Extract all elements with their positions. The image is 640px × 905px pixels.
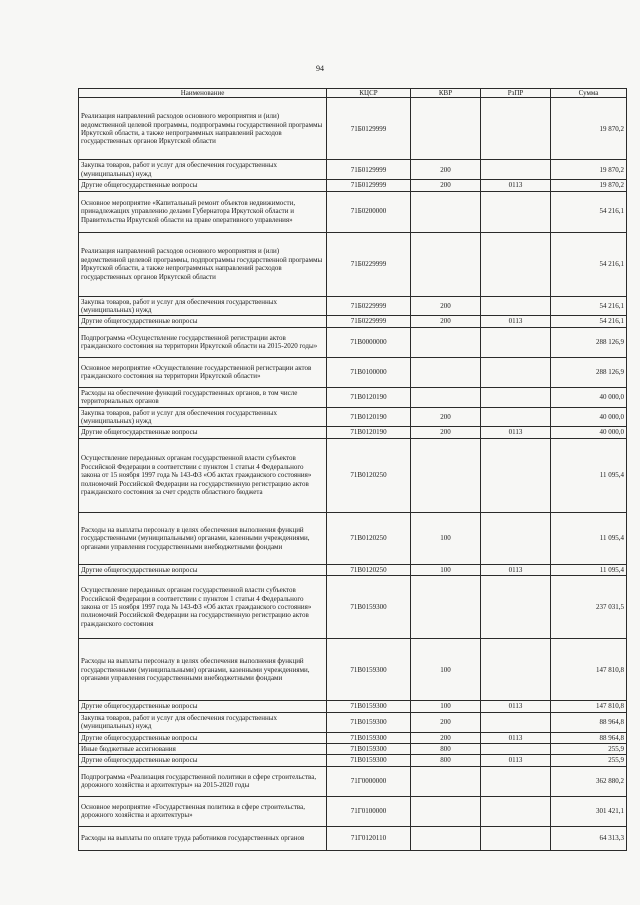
table-row [79, 732, 627, 743]
rzpr-cell [481, 639, 551, 701]
table-row [79, 712, 627, 732]
kvr-cell [411, 191, 481, 232]
kcsr-cell: 71В0159300 [327, 701, 411, 712]
kcsr-cell: 71В0100000 [327, 357, 411, 387]
table-row [79, 796, 627, 826]
kvr-cell: 800 [411, 743, 481, 754]
table-row [79, 180, 627, 191]
table-row [79, 743, 627, 754]
table-row [79, 232, 627, 296]
name-cell: Осуществление переданных органам государственной власти субъектов Российской Федерации в соответствии с пунктом 1 статьи 4 Федерального закона от 15 ноября 1997 года № 143-ФЗ «Об актах гражданского состояния» полномочий Российской Федерации на государственную регистрацию актов гражданского состояния [79, 576, 327, 639]
name-cell: Закупка товаров, работ и услуг для обеспечения государственных (муниципальных) нужд [79, 296, 327, 316]
name-cell: Закупка товаров, работ и услуг для обеспечения государственных (муниципальных) нужд [79, 712, 327, 732]
budget-table [78, 88, 627, 851]
kvr-cell [411, 826, 481, 850]
sum-cell: 88 964,8 [551, 732, 627, 743]
sum-cell: 362 880,2 [551, 766, 627, 796]
kcsr-cell: 71В0159300 [327, 576, 411, 639]
rzpr-cell [481, 327, 551, 357]
kvr-cell [411, 327, 481, 357]
rzpr-cell: 0113 [481, 701, 551, 712]
kvr-cell: 100 [411, 639, 481, 701]
page-number: 94 [316, 64, 324, 73]
kcsr-cell: 71В0120190 [327, 387, 411, 407]
kcsr-cell: 71В0120250 [327, 438, 411, 512]
kcsr-cell: 71В0120190 [327, 427, 411, 438]
rzpr-cell [481, 357, 551, 387]
rzpr-cell: 0113 [481, 427, 551, 438]
kvr-cell: 200 [411, 316, 481, 327]
kvr-cell [411, 232, 481, 296]
sum-cell: 64 313,3 [551, 826, 627, 850]
kcsr-cell: 71В0120190 [327, 407, 411, 427]
sum-cell: 11 095,4 [551, 512, 627, 564]
rzpr-cell [481, 576, 551, 639]
kcsr-cell: 71Б0229999 [327, 296, 411, 316]
name-cell: Расходы на обеспечение функций государственных органов, в том числе территориальных органов [79, 387, 327, 407]
rzpr-cell: 0113 [481, 316, 551, 327]
header-kvr: КВР [411, 89, 481, 98]
name-cell: Расходы на выплаты персоналу в целях обеспечения выполнения функций государственными (муниципальными) органами, казенными учреждениями, органами управления государственными внебюджетными фондами [79, 512, 327, 564]
kcsr-cell: 71В0120250 [327, 564, 411, 575]
rzpr-cell: 0113 [481, 732, 551, 743]
rzpr-cell [481, 796, 551, 826]
kcsr-cell: 71Г0000000 [327, 766, 411, 796]
kcsr-cell: 71Б0229999 [327, 232, 411, 296]
rzpr-cell [481, 407, 551, 427]
table-row [79, 387, 627, 407]
table-row [79, 191, 627, 232]
table-body [79, 98, 627, 850]
sum-cell: 88 964,8 [551, 712, 627, 732]
name-cell: Закупка товаров, работ и услуг для обеспечения государственных (муниципальных) нужд [79, 407, 327, 427]
kcsr-cell: 71В0159300 [327, 732, 411, 743]
header-name: Наименование [79, 89, 327, 98]
table-row [79, 755, 627, 766]
kcsr-cell: 71В0120250 [327, 512, 411, 564]
sum-cell: 11 095,4 [551, 564, 627, 575]
name-cell: Другие общегосударственные вопросы [79, 180, 327, 191]
table-row [79, 327, 627, 357]
table-row [79, 98, 627, 160]
name-cell: Основное мероприятие «Капитальный ремонт объектов недвижимости, принадлежащих управлению делами Губернатора Иркутской области и Правительства Иркутской области на праве оперативного управления» [79, 191, 327, 232]
kcsr-cell: 71Г0120110 [327, 826, 411, 850]
sum-cell: 288 126,9 [551, 357, 627, 387]
sum-cell: 301 421,1 [551, 796, 627, 826]
rzpr-cell [481, 232, 551, 296]
kcsr-cell: 71В0159300 [327, 755, 411, 766]
kvr-cell: 200 [411, 732, 481, 743]
kvr-cell: 100 [411, 564, 481, 575]
table-row [79, 427, 627, 438]
table-row [79, 407, 627, 427]
table-row [79, 766, 627, 796]
table-row [79, 316, 627, 327]
table-row [79, 296, 627, 316]
rzpr-cell [481, 826, 551, 850]
kcsr-cell: 71Б0129999 [327, 160, 411, 180]
kcsr-cell: 71Б0129999 [327, 98, 411, 160]
table-row [79, 826, 627, 850]
kcsr-cell: 71Б0229999 [327, 316, 411, 327]
rzpr-cell [481, 766, 551, 796]
rzpr-cell [481, 438, 551, 512]
table-row [79, 639, 627, 701]
rzpr-cell: 0113 [481, 755, 551, 766]
kvr-cell: 200 [411, 160, 481, 180]
kvr-cell [411, 98, 481, 160]
kvr-cell [411, 357, 481, 387]
sum-cell: 147 810,8 [551, 701, 627, 712]
name-cell: Подпрограмма «Реализация государственной политики в сфере строительства, дорожного хозяйства и архитектуры» на 2015-2020 годы [79, 766, 327, 796]
name-cell: Другие общегосударственные вопросы [79, 427, 327, 438]
kcsr-cell: 71Б0129999 [327, 180, 411, 191]
table-row [79, 160, 627, 180]
kvr-cell [411, 438, 481, 512]
kcsr-cell: 71В0000000 [327, 327, 411, 357]
rzpr-cell: 0113 [481, 564, 551, 575]
kvr-cell [411, 766, 481, 796]
table-header-row [79, 89, 627, 98]
name-cell: Расходы на выплаты по оплате труда работников государственных органов [79, 826, 327, 850]
sum-cell: 40 000,0 [551, 387, 627, 407]
kvr-cell: 200 [411, 427, 481, 438]
sum-cell: 40 000,0 [551, 407, 627, 427]
name-cell: Другие общегосударственные вопросы [79, 732, 327, 743]
sum-cell: 11 095,4 [551, 438, 627, 512]
table-row [79, 701, 627, 712]
rzpr-cell [481, 512, 551, 564]
table-row [79, 438, 627, 512]
sum-cell: 237 031,5 [551, 576, 627, 639]
name-cell: Другие общегосударственные вопросы [79, 564, 327, 575]
sum-cell: 54 216,1 [551, 316, 627, 327]
name-cell: Реализация направлений расходов основного мероприятия и (или) ведомственной целевой программы, подпрограммы государственной программы Иркутской области, а также непрограммных направлений расходов государственных органов Иркутской области [79, 98, 327, 160]
name-cell: Иные бюджетные ассигнования [79, 743, 327, 754]
table-row [79, 576, 627, 639]
kcsr-cell: 71Г0100000 [327, 796, 411, 826]
kvr-cell: 200 [411, 712, 481, 732]
sum-cell: 19 870,2 [551, 160, 627, 180]
table-row [79, 512, 627, 564]
name-cell: Реализация направлений расходов основного мероприятия и (или) ведомственной целевой программы, подпрограммы государственной программы Иркутской области, а также непрограммных направлений расходов государственных органов Иркутской области [79, 232, 327, 296]
sum-cell: 147 810,8 [551, 639, 627, 701]
name-cell: Осуществление переданных органам государственной власти субъектов Российской Федерации в соответствии с пунктом 1 статьи 4 Федерального закона от 15 ноября 1997 года № 143-ФЗ «Об актах гражданского состояния» полномочий Российской Федерации на государственную регистрацию актов гражданского состояния за счет средств областного бюджета [79, 438, 327, 512]
kcsr-cell: 71В0159300 [327, 712, 411, 732]
header-sum: Сумма [551, 89, 627, 98]
kvr-cell [411, 796, 481, 826]
sum-cell: 255,9 [551, 743, 627, 754]
name-cell: Основное мероприятие «Осуществление государственной регистрации актов гражданского состояния на территории Иркутской области» [79, 357, 327, 387]
rzpr-cell [481, 387, 551, 407]
sum-cell: 54 216,1 [551, 296, 627, 316]
header-rzpr: РзПР [481, 89, 551, 98]
kvr-cell [411, 387, 481, 407]
name-cell: Другие общегосударственные вопросы [79, 701, 327, 712]
rzpr-cell [481, 98, 551, 160]
name-cell: Другие общегосударственные вопросы [79, 755, 327, 766]
kvr-cell: 200 [411, 296, 481, 316]
sum-cell: 255,9 [551, 755, 627, 766]
kvr-cell: 100 [411, 512, 481, 564]
sum-cell: 19 870,2 [551, 180, 627, 191]
rzpr-cell [481, 743, 551, 754]
name-cell: Другие общегосударственные вопросы [79, 316, 327, 327]
rzpr-cell [481, 160, 551, 180]
sum-cell: 19 870,2 [551, 98, 627, 160]
kvr-cell: 200 [411, 407, 481, 427]
kcsr-cell: 71В0159300 [327, 743, 411, 754]
rzpr-cell [481, 296, 551, 316]
kcsr-cell: 71В0159300 [327, 639, 411, 701]
sum-cell: 54 216,1 [551, 232, 627, 296]
kvr-cell: 800 [411, 755, 481, 766]
sum-cell: 40 000,0 [551, 427, 627, 438]
table-row [79, 564, 627, 575]
name-cell: Основное мероприятие «Государственная политика в сфере строительства, дорожного хозяйства и архитектуры» [79, 796, 327, 826]
rzpr-cell [481, 191, 551, 232]
name-cell: Закупка товаров, работ и услуг для обеспечения государственных (муниципальных) нужд [79, 160, 327, 180]
table-row [79, 357, 627, 387]
name-cell: Подпрограмма «Осуществление государственной регистрации актов гражданского состояния на территории Иркутской области на 2015-2020 годы» [79, 327, 327, 357]
kvr-cell: 200 [411, 180, 481, 191]
kcsr-cell: 71Б0200000 [327, 191, 411, 232]
sum-cell: 288 126,9 [551, 327, 627, 357]
name-cell: Расходы на выплаты персоналу в целях обеспечения выполнения функций государственными (муниципальными) органами, казенными учреждениями, органами управления государственными внебюджетными фондами [79, 639, 327, 701]
header-kcsr: КЦСР [327, 89, 411, 98]
rzpr-cell: 0113 [481, 180, 551, 191]
sum-cell: 54 216,1 [551, 191, 627, 232]
rzpr-cell [481, 712, 551, 732]
kvr-cell [411, 576, 481, 639]
kvr-cell: 100 [411, 701, 481, 712]
